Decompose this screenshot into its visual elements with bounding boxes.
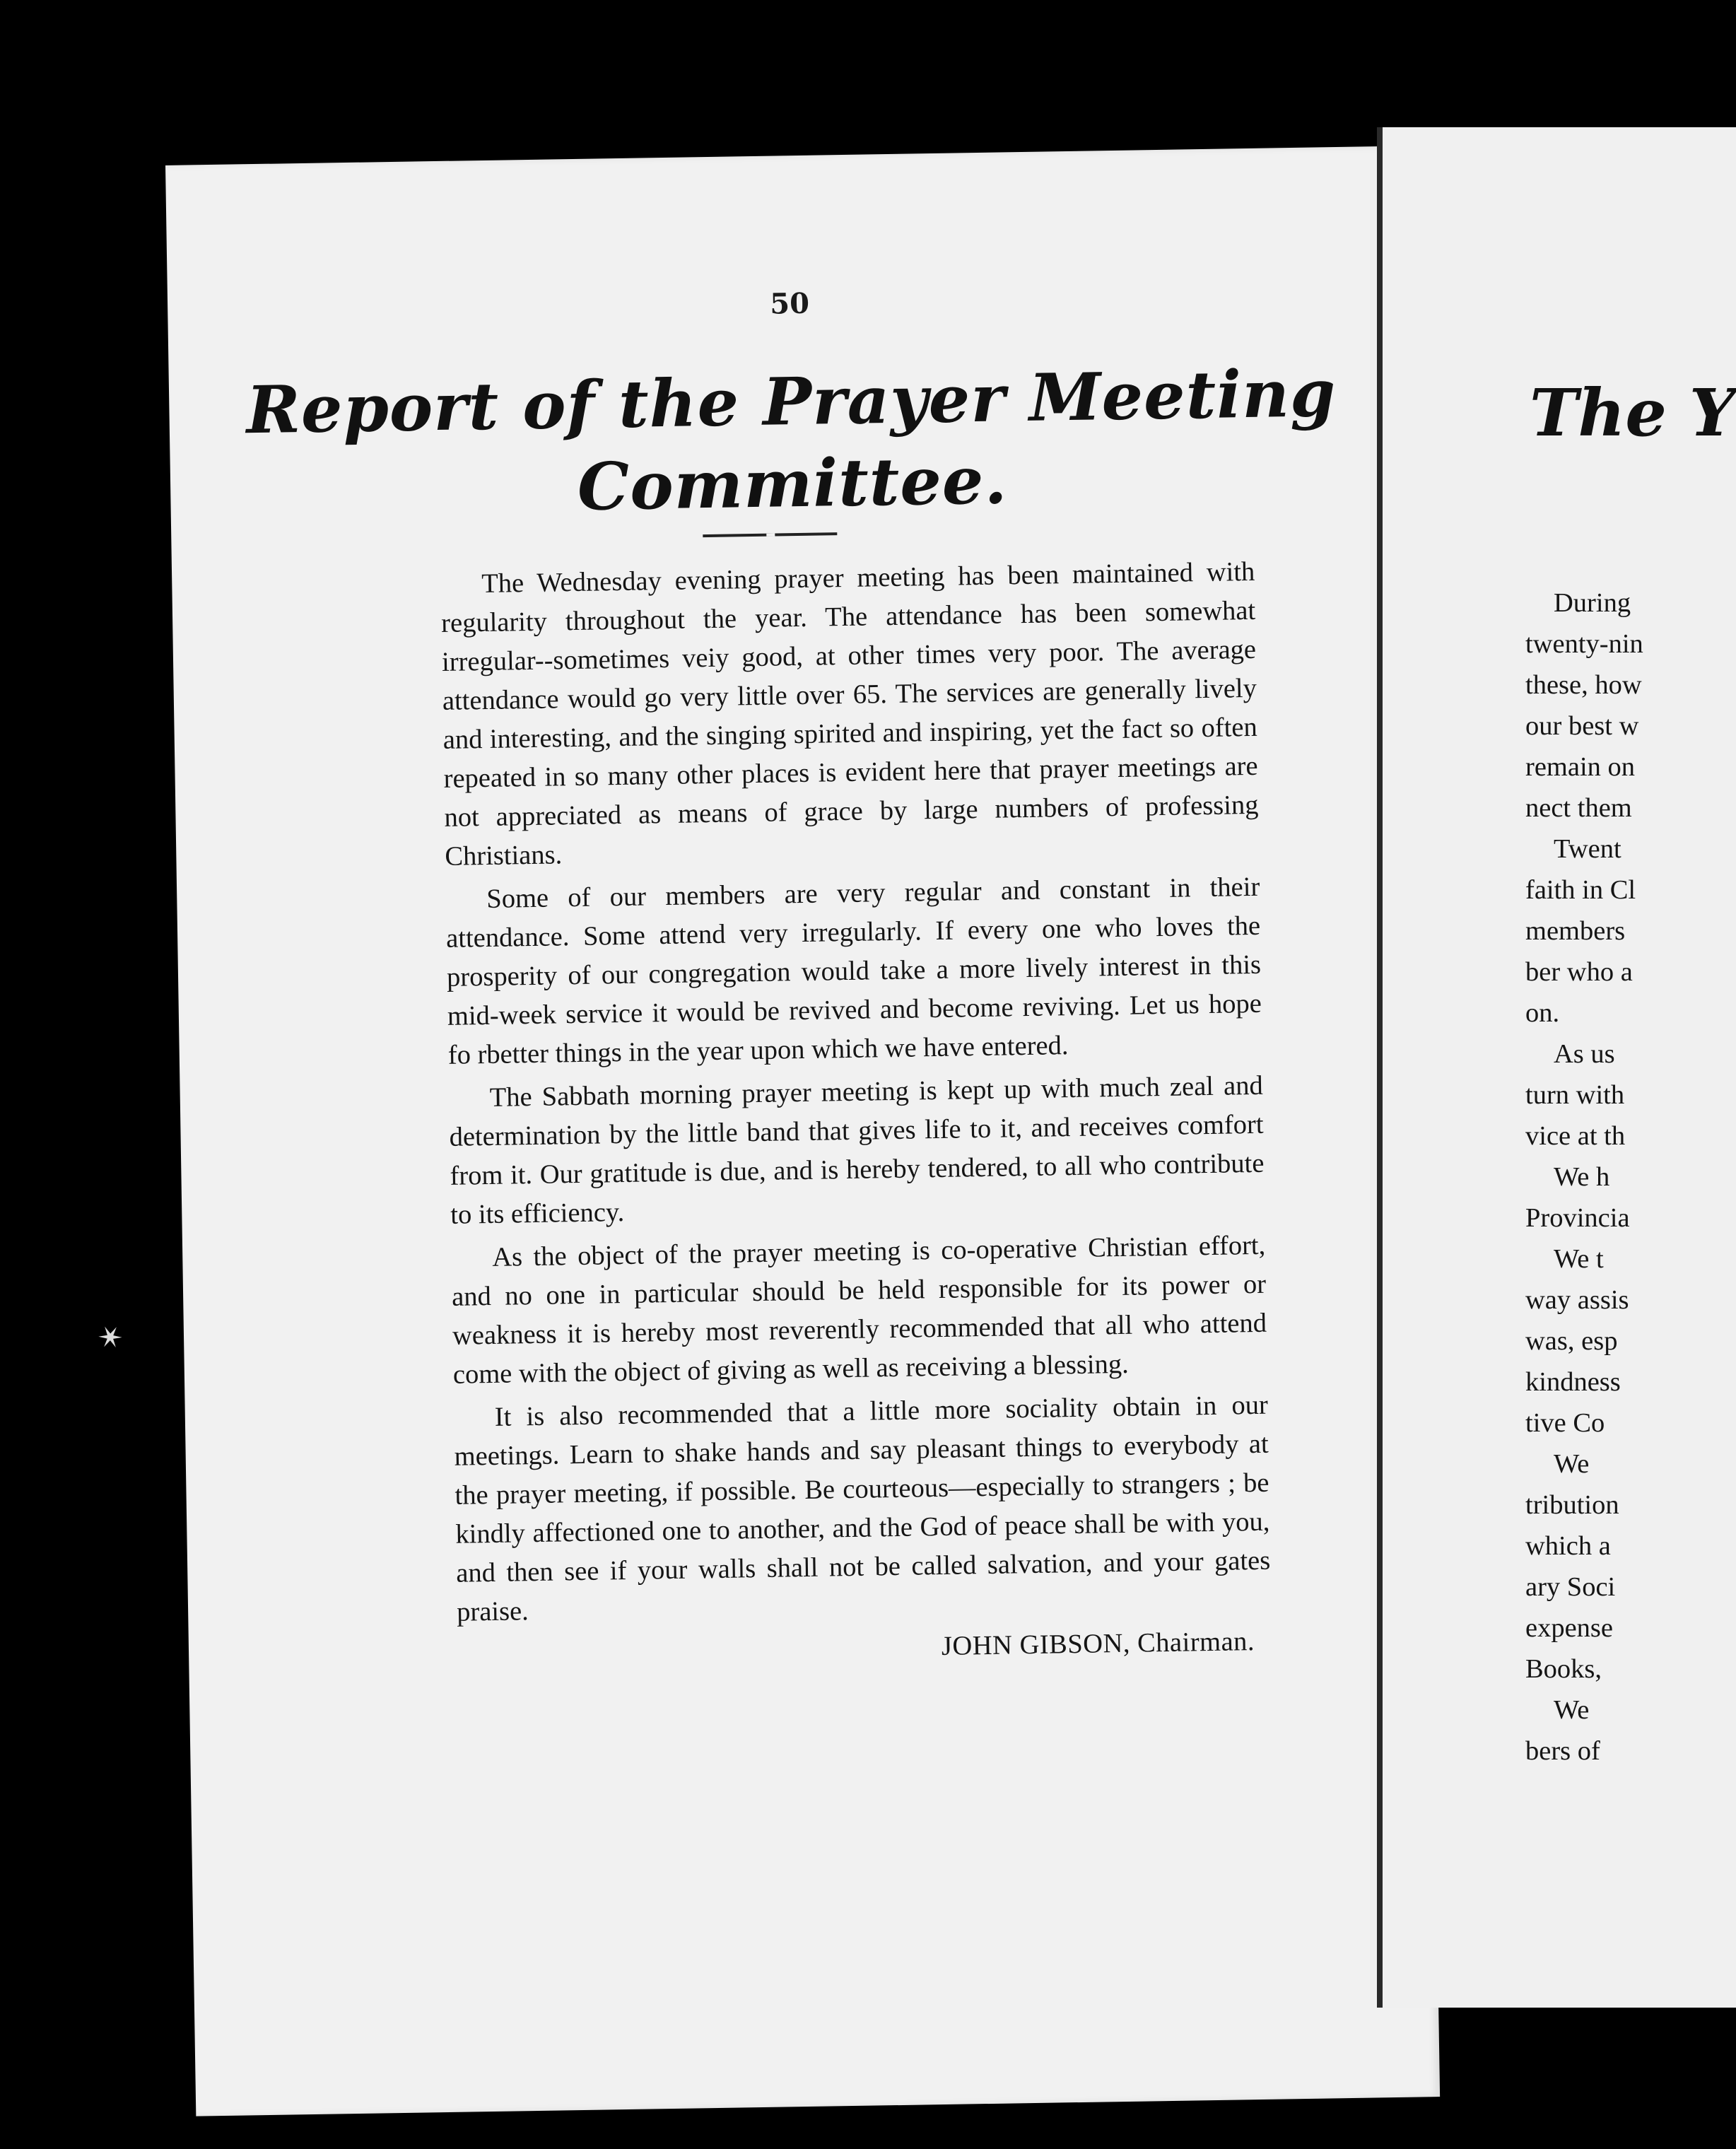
right-page-line: nect them	[1525, 793, 1632, 823]
right-page-line: Twent	[1554, 834, 1621, 864]
right-page-line: As us	[1554, 1039, 1615, 1069]
right-page-line: faith in Cl	[1525, 875, 1636, 905]
right-page-line: We	[1554, 1695, 1590, 1725]
right-page-line: tribution	[1525, 1490, 1619, 1520]
right-page-line: We h	[1554, 1162, 1610, 1192]
page-number: 50	[769, 286, 810, 321]
right-page-line: which a	[1525, 1531, 1611, 1561]
right-page-line: tive Co	[1525, 1408, 1605, 1438]
right-page-line: members	[1525, 916, 1626, 946]
title-line-2: Committee.	[577, 442, 1009, 525]
paragraph-2: Some of our members are very regular and constant in their attendance. Some attend very irregularly. If every one who loves the prosperity of our congregation would take a more lively interest in this mid-week service it would be revived and become reviving. Let us hope fo rbetter things in the year upon which we have entered.	[445, 872, 1262, 1070]
page-title	[169, 351, 1415, 534]
right-page-line: remain on	[1525, 752, 1636, 782]
right-page-line: Books,	[1525, 1654, 1602, 1684]
right-page-line: During	[1554, 588, 1631, 618]
title-line-1: Report of the Prayer Meeting	[245, 355, 1337, 449]
right-page	[1377, 127, 1736, 2008]
report-body	[440, 553, 1272, 1674]
right-page-line: these, how	[1525, 670, 1642, 700]
right-page-line: We	[1554, 1449, 1590, 1479]
right-page-line: Provincia	[1525, 1203, 1630, 1233]
right-page-line: was, esp	[1525, 1326, 1618, 1356]
left-page	[165, 146, 1440, 2116]
right-page-line: bers of	[1525, 1736, 1600, 1766]
margin-speck: ✶	[90, 1316, 131, 1360]
right-page-line: ary Soci	[1525, 1572, 1616, 1602]
right-page-line: vice at th	[1525, 1121, 1626, 1151]
right-page-title: The Y	[1530, 375, 1736, 451]
right-page-line: our best w	[1525, 711, 1639, 741]
signature: JOHN GIBSON, Chairman.	[941, 1627, 1255, 1662]
paragraph-3: The Sabbath morning prayer meeting is kept up with much zeal and determination by the little band that gives life to it, and receives comfort from it. Our gratitude is due, and is hereby tendered, to all who contribute to its efficiency.	[449, 1070, 1265, 1230]
right-page-line: twenty-nin	[1525, 629, 1643, 659]
paragraph-5: It is also recommended that a little more sociality obtain in our meetings. Learn to shake hands and say pleasant things to everybody at the prayer meeting, if possible. Be courteous—especially to strangers ; be kindly affectioned one to another, and the God of peace shall be with you, and then see if your walls shall not be called salvation, and your gates praise.	[454, 1390, 1271, 1627]
right-page-line: kindness	[1525, 1367, 1621, 1397]
right-page-line: expense	[1525, 1613, 1613, 1643]
title-divider	[703, 532, 837, 537]
right-page-text	[1525, 582, 1643, 1772]
right-page-line: way assis	[1525, 1285, 1629, 1315]
right-page-line: turn with	[1525, 1080, 1625, 1110]
right-page-line: ber who a	[1525, 957, 1633, 987]
right-page-line: We t	[1554, 1244, 1604, 1274]
paragraph-1: The Wednesday evening prayer meeting has been maintained with regularity throughout the year. The attendance has been somewhat irregular--sometimes veiy good, at other times very poor. The average attendance would go very little over 65. The services are generally lively and interesting, and the singing spirited and inspiring, yet the fact so often repeated in so many other places is evident here that prayer meetings are not appreciated as means of grace by large numbers of professing Christians.	[440, 556, 1259, 872]
right-page-line: on.	[1525, 998, 1560, 1028]
paragraph-4: As the object of the prayer meeting is co-operative Christian effort, and no one in particular should be held responsible for its power or weakness it is hereby most reverently recommended that all who attend come with the object of giving as well as receiving a blessing.	[451, 1230, 1267, 1390]
